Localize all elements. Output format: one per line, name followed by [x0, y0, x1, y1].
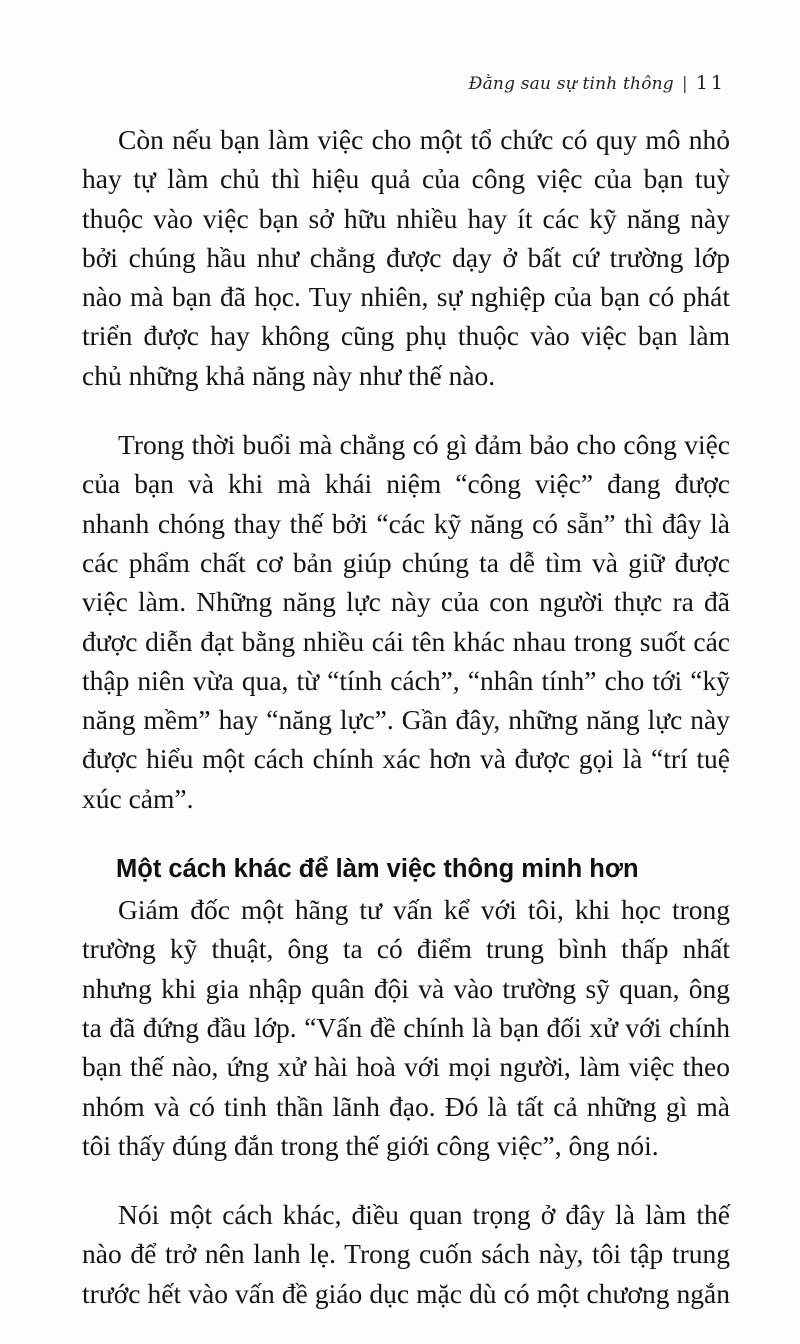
paragraph-gap — [82, 818, 730, 848]
running-head — [469, 72, 726, 94]
section-heading: Một cách khác để làm việc thông minh hơn — [116, 855, 639, 884]
paragraph-2: Trong thời buổi mà chẳng có gì đảm bảo cho công việc của bạn và khi mà khái niệm “công việc” đang được nhanh chóng thay thế bởi “các kỹ năng có sẵn” thì đây là các phẩm chất cơ bản giúp chúng ta dễ tìm và giữ được việc làm. Những năng lực này của con người thực ra đã được diễn đạt bằng nhiều cái tên khác nhau trong suốt các thập niên vừa qua, từ “tính cách”, “nhân tính” cho tới “kỹ năng mềm” hay “năng lực”. Gần đây, những năng lực này được hiểu một cách chính xác hơn và được gọi là “trí tuệ xúc cảm”. — [82, 429, 730, 814]
paragraph-4: Nói một cách khác, điều quan trọng ở đây là làm thế nào để trở nên lanh lẹ. Trong cuốn sách này, tôi tập trung trước hết vào vấn đề giáo dục mặc dù có một chương ngắn — [82, 1199, 730, 1309]
paragraph-3: Giám đốc một hãng tư vấn kể với tôi, khi học trong trường kỹ thuật, ông ta có điểm trung bình thấp nhất nhưng khi gia nhập quân đội và vào trường sỹ quan, ông ta đã đứng đầu lớp. “Vấn đề chính là bạn đối xử với chính bạn thế nào, ứng xử hài hoà với mọi người, làm việc theo nhóm và có tinh thần lãnh đạo. Đó là tất cả những gì mà tôi thấy đúng đắn trong thế giới công việc”, ông nói. — [82, 894, 730, 1161]
paragraph-1: Còn nếu bạn làm việc cho một tổ chức có quy mô nhỏ hay tự làm chủ thì hiệu quả của công việc của bạn tuỳ thuộc vào việc bạn sở hữu nhiều hay ít các kỹ năng này bởi chúng hầu như chẳng được dạy ở bất cứ trường lớp nào mà bạn đã học. Tuy nhiên, sự nghiệp của bạn có phát triển được hay không cũng phụ thuộc vào việc bạn làm chủ những khả năng này như thế nào. — [82, 124, 730, 391]
page-number: 11 — [695, 72, 726, 94]
running-head-title: Đằng sau sự tinh thông — [468, 74, 674, 94]
body-text — [82, 120, 730, 1313]
paragraph-gap — [82, 1165, 730, 1195]
paragraph-gap — [82, 395, 730, 425]
running-head-separator: | — [681, 74, 688, 94]
